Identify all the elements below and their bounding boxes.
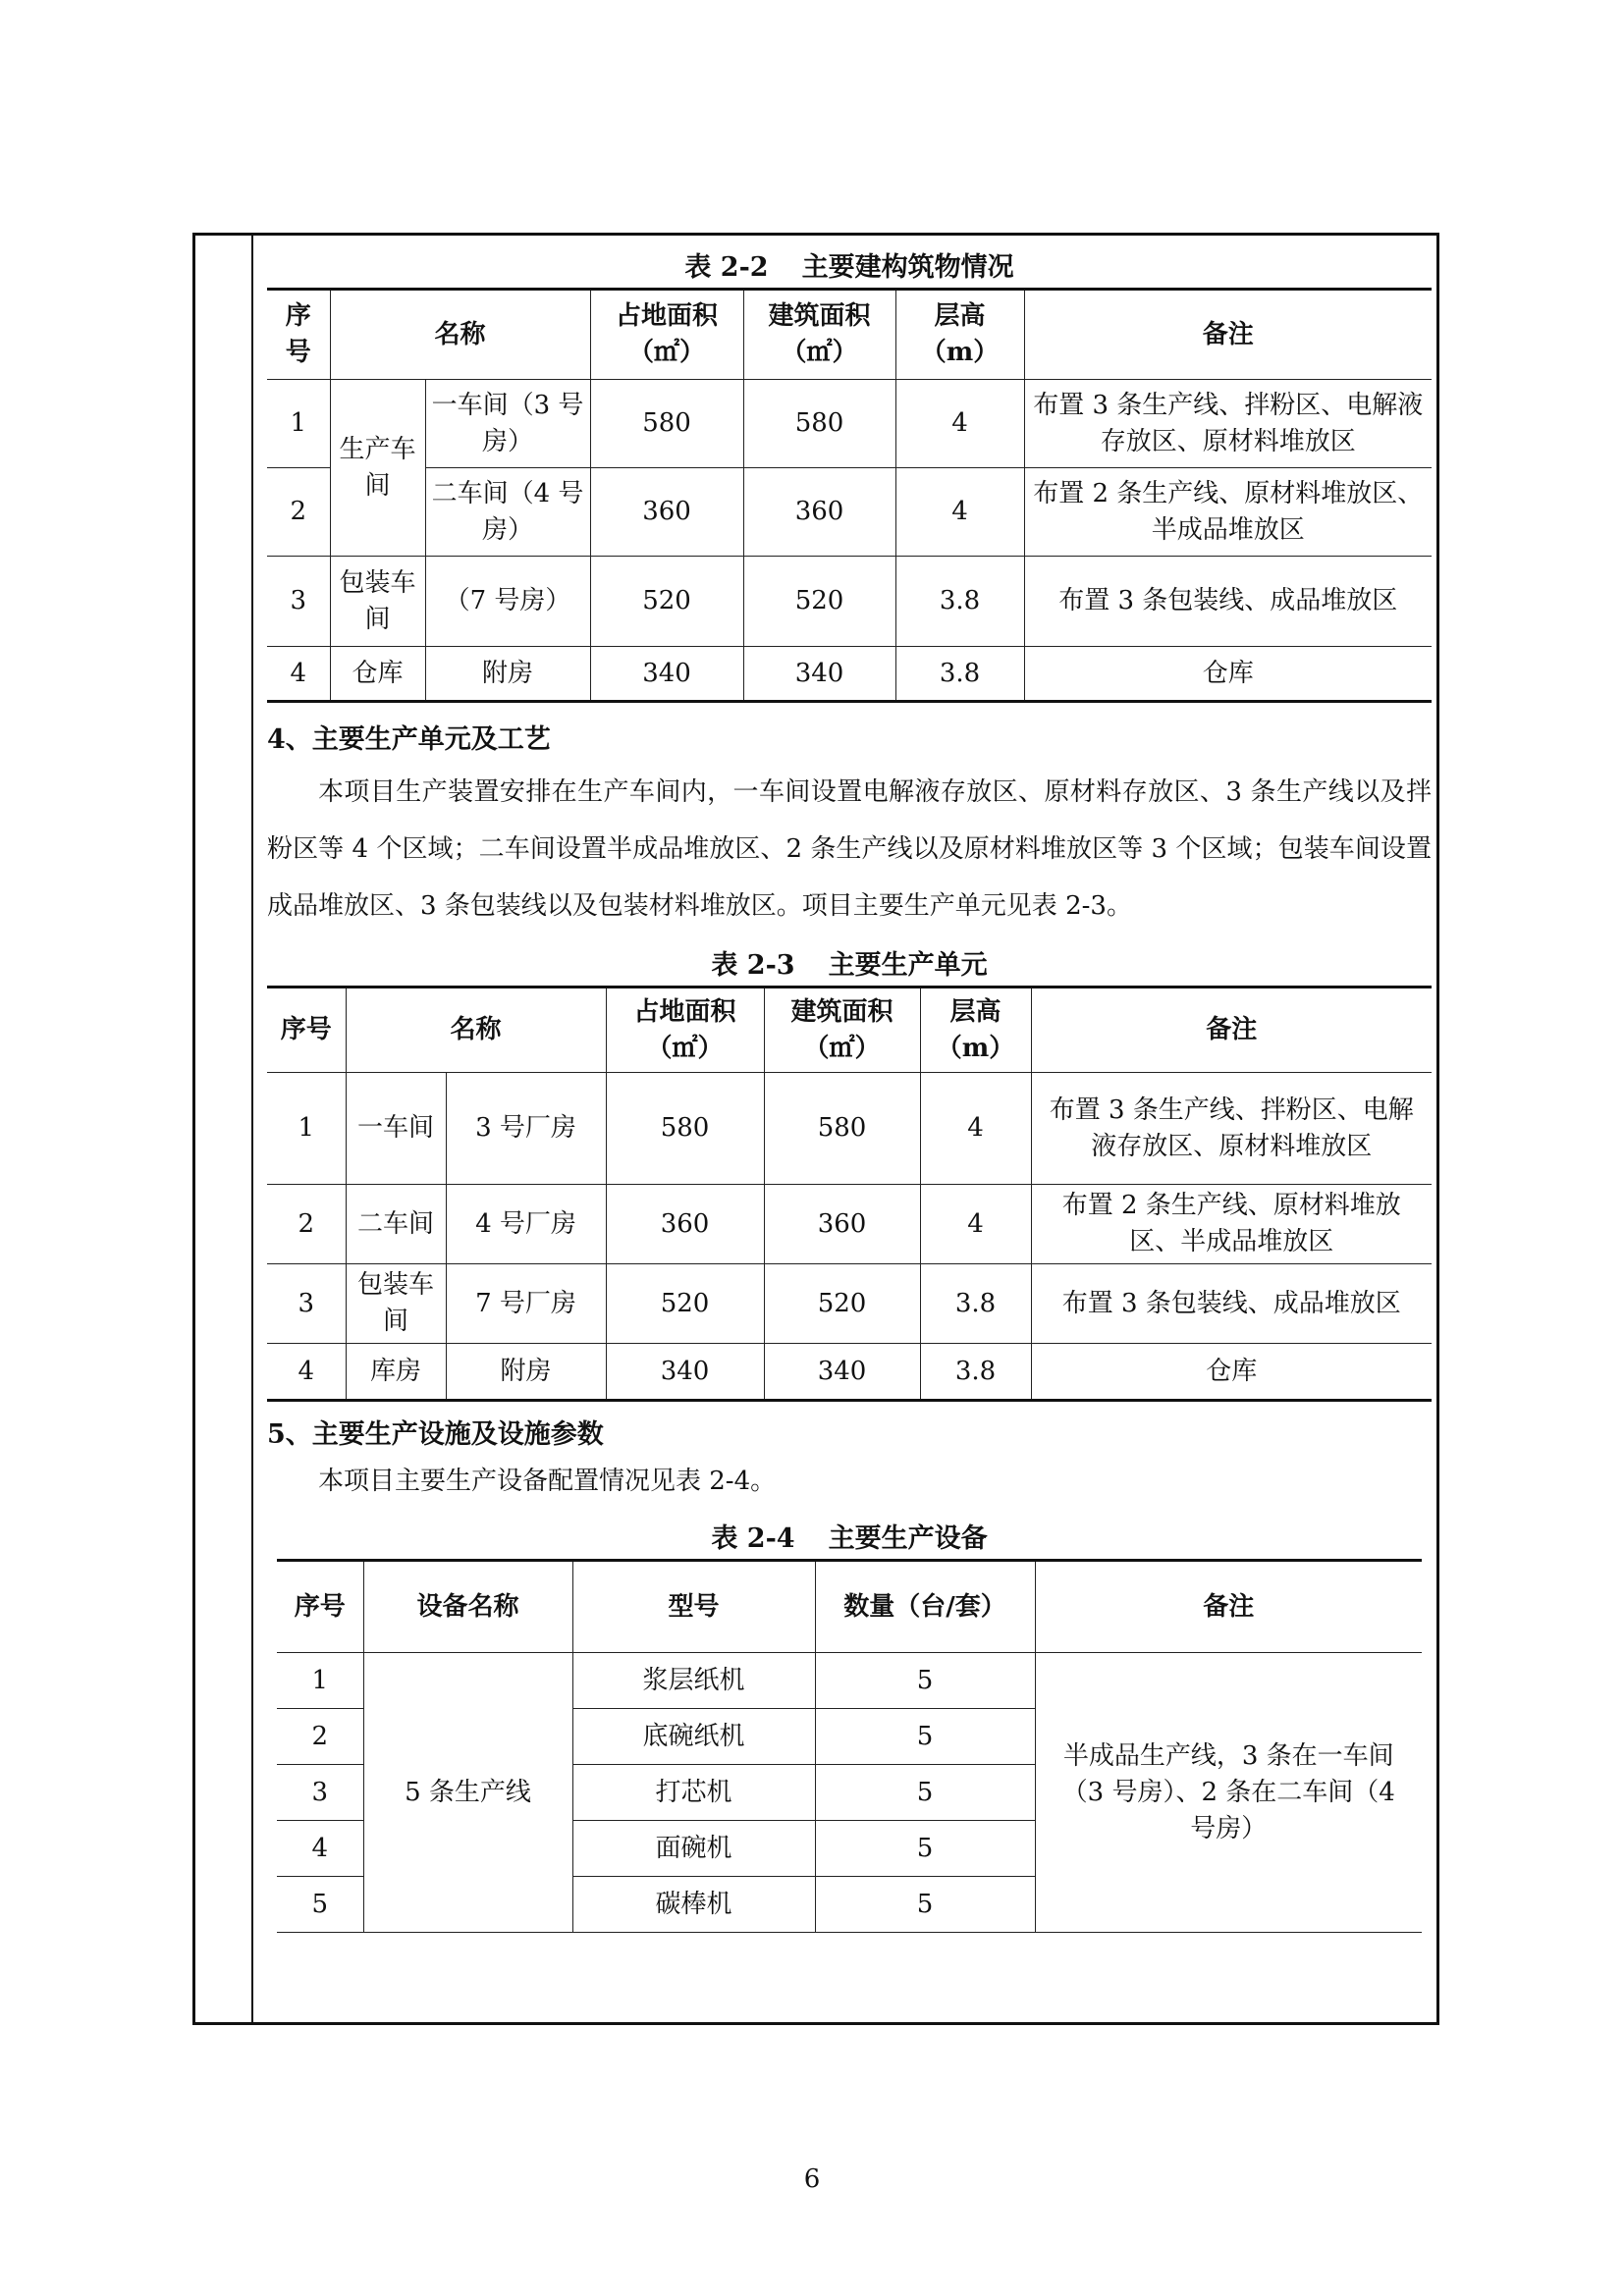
group-cell: 生产车间 bbox=[330, 380, 425, 557]
header-model: 型号 bbox=[572, 1561, 815, 1653]
table-2-3 bbox=[267, 986, 1432, 1402]
section-4-heading: 4、主要生产单元及工艺 bbox=[267, 724, 551, 755]
header-note: 备注 bbox=[1031, 988, 1432, 1073]
header-note: 备注 bbox=[1024, 290, 1432, 380]
header-height: 层高（m） bbox=[895, 290, 1024, 380]
group-cell: 库房 bbox=[346, 1344, 446, 1401]
section-5-paragraph: 本项目主要生产设备配置情况见表 2-4。 bbox=[318, 1467, 777, 1496]
frame-divider bbox=[251, 233, 253, 2025]
group-cell: 一车间 bbox=[346, 1073, 446, 1185]
header-note: 备注 bbox=[1035, 1561, 1422, 1653]
caption-number: 表 2-3 bbox=[711, 950, 795, 981]
caption-title: 主要生产设备 bbox=[828, 1523, 988, 1554]
header-land-area: 占地面积（㎡） bbox=[590, 290, 743, 380]
table-row: 1 5 条生产线 浆层纸机 5 半成品生产线，3 条在一车间（3 号房）、2 条在二车间（4 号房） bbox=[277, 1653, 1422, 1709]
table-row: 4 库房 附房 340 340 3.8 仓库 bbox=[267, 1344, 1432, 1401]
equipment-group-cell: 5 条生产线 bbox=[363, 1653, 572, 1933]
table-2-4 bbox=[277, 1559, 1422, 1933]
table-row: 3 包装车间 7 号厂房 520 520 3.8 布置 3 条包装线、成品堆放区 bbox=[267, 1264, 1432, 1344]
table-row: 5 碳棒机 5 bbox=[277, 1877, 1422, 1933]
table-row: 4 仓库 附房 340 340 3.8 仓库 bbox=[267, 647, 1432, 702]
header-seq: 序号 bbox=[267, 290, 330, 380]
header-seq: 序号 bbox=[277, 1561, 363, 1653]
caption-title: 主要建构筑物情况 bbox=[801, 252, 1014, 283]
table-2-2-caption bbox=[267, 248, 1432, 288]
header-name: 名称 bbox=[346, 988, 606, 1073]
header-quantity: 数量（台/套） bbox=[815, 1561, 1035, 1653]
header-seq: 序号 bbox=[267, 988, 346, 1073]
table-row: 1 生产车间 一车间（3 号房） 580 580 4 布置 3 条生产线、拌粉区、电解液存放区、原材料堆放区 bbox=[267, 380, 1432, 468]
table-row: 2 二车间（4 号房） 360 360 4 布置 2 条生产线、原材料堆放区、半成品堆放区 bbox=[267, 468, 1432, 557]
group-cell: 二车间 bbox=[346, 1185, 446, 1264]
group-cell: 包装车间 bbox=[346, 1264, 446, 1344]
header-height: 层高（m） bbox=[920, 988, 1031, 1073]
caption-number: 表 2-2 bbox=[684, 252, 769, 283]
page-number: 6 bbox=[803, 2164, 821, 2194]
table-2-4-caption bbox=[277, 1520, 1422, 1559]
table-row: 2 底碗纸机 5 bbox=[277, 1709, 1422, 1765]
header-name: 名称 bbox=[330, 290, 590, 380]
table-row: 4 面碗机 5 bbox=[277, 1821, 1422, 1877]
section-4-paragraph: 本项目生产装置安排在生产车间内，一车间设置电解液存放区、原材料存放区、3 条生产线以及拌粉区等 4 个区域；二车间设置半成品堆放区、2 条生产线以及原材料堆放区等 3 个区域；包装车间设置成品堆放区、3 条包装线以及包装材料堆放区。项目主要生产单元见表 2-3。 bbox=[267, 777, 1432, 921]
table-row: 3 包装车间 （7 号房） 520 520 3.8 布置 3 条包装线、成品堆放区 bbox=[267, 557, 1432, 647]
header-floor-area: 建筑面积（㎡） bbox=[764, 988, 920, 1073]
group-cell: 包装车间 bbox=[330, 557, 425, 647]
page-content bbox=[267, 248, 1432, 1933]
header-land-area: 占地面积（㎡） bbox=[606, 988, 764, 1073]
table-2-3-caption bbox=[267, 946, 1432, 986]
section-5-heading: 5、主要生产设施及设施参数 bbox=[267, 1419, 604, 1450]
table-2-2 bbox=[267, 288, 1432, 703]
table-row: 1 一车间 3 号厂房 580 580 4 布置 3 条生产线、拌粉区、电解液存放区、原材料堆放区 bbox=[267, 1073, 1432, 1185]
header-equipment: 设备名称 bbox=[363, 1561, 572, 1653]
caption-title: 主要生产单元 bbox=[828, 950, 988, 981]
group-note-cell: 半成品生产线，3 条在一车间（3 号房）、2 条在二车间（4 号房） bbox=[1035, 1653, 1422, 1933]
header-floor-area: 建筑面积（㎡） bbox=[743, 290, 895, 380]
table-row: 2 二车间 4 号厂房 360 360 4 布置 2 条生产线、原材料堆放区、半成品堆放区 bbox=[267, 1185, 1432, 1264]
table-row: 3 打芯机 5 bbox=[277, 1765, 1422, 1821]
group-cell: 仓库 bbox=[330, 647, 425, 702]
caption-number: 表 2-4 bbox=[711, 1523, 795, 1554]
